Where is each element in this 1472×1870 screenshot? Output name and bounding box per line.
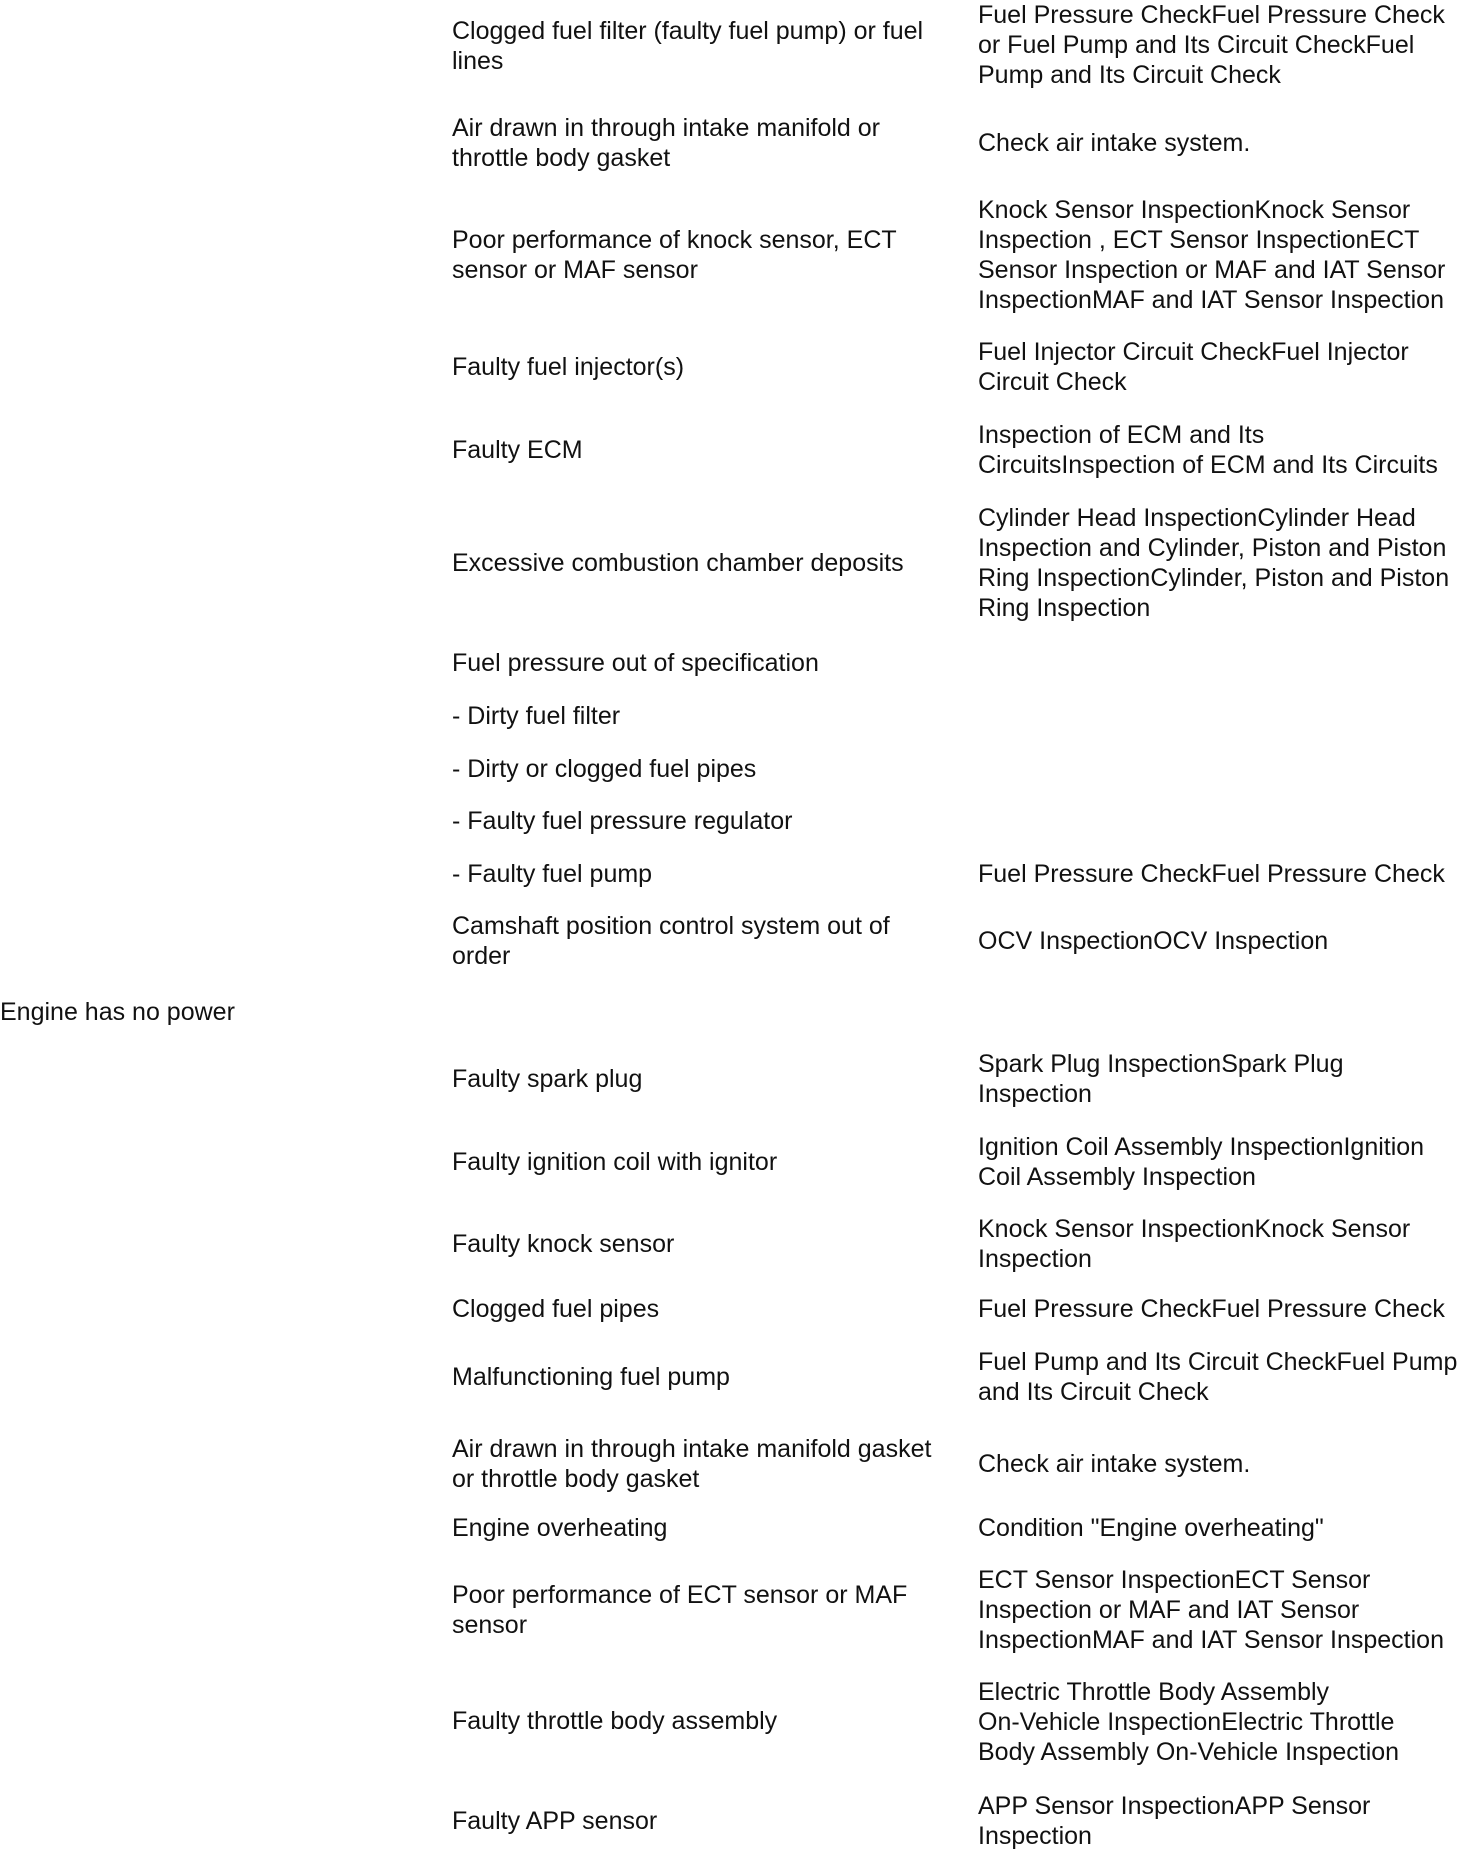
cause-text: sensor or MAF sensor bbox=[452, 256, 698, 284]
reference-link-text[interactable]: and Its Circuit Check bbox=[978, 1378, 1209, 1406]
reference-link-text[interactable]: ECT Sensor InspectionECT Sensor bbox=[978, 1566, 1371, 1594]
cause-text: sensor bbox=[452, 1611, 528, 1639]
cause-text: Faulty ignition coil with ignitor bbox=[452, 1148, 778, 1176]
reference-link-text[interactable]: Pump and Its Circuit Check bbox=[978, 61, 1281, 89]
cause-text: Faulty throttle body assembly bbox=[452, 1707, 778, 1735]
reference-link-text[interactable]: Inspection bbox=[978, 1245, 1092, 1273]
reference-link-text[interactable]: InspectionMAF and IAT Sensor Inspection bbox=[978, 1626, 1444, 1654]
cause-text: Clogged fuel pipes bbox=[452, 1295, 660, 1323]
reference-link-text[interactable]: Inspection and Cylinder, Piston and Piston bbox=[978, 534, 1447, 562]
reference-link-text[interactable]: On-Vehicle InspectionElectric Throttle bbox=[978, 1708, 1395, 1736]
cause-text: Faulty knock sensor bbox=[452, 1230, 675, 1258]
reference-link-text[interactable]: Fuel Pressure CheckFuel Pressure Check bbox=[978, 860, 1445, 888]
cause-text: order bbox=[452, 942, 511, 970]
condition-label: Engine has no power bbox=[0, 998, 235, 1026]
reference-link-text[interactable]: Inspection , ECT Sensor InspectionECT bbox=[978, 226, 1420, 254]
reference-link-text[interactable]: Coil Assembly Inspection bbox=[978, 1163, 1256, 1191]
cause-text: Clogged fuel filter (faulty fuel pump) or fuel bbox=[452, 17, 924, 45]
cause-text: Excessive combustion chamber deposits bbox=[452, 549, 904, 577]
cause-text: Fuel pressure out of specification bbox=[452, 649, 819, 677]
reference-link-text[interactable]: Check air intake system. bbox=[978, 129, 1251, 157]
reference-link-text[interactable]: Ring InspectionCylinder, Piston and Piston bbox=[978, 564, 1450, 592]
cause-text: - Faulty fuel pressure regulator bbox=[452, 807, 793, 835]
reference-link-text[interactable]: CircuitsInspection of ECM and Its Circuits bbox=[978, 451, 1438, 479]
reference-link-text[interactable]: Inspection bbox=[978, 1822, 1092, 1850]
reference-link-text[interactable]: InspectionMAF and IAT Sensor Inspection bbox=[978, 286, 1444, 314]
reference-link-text[interactable]: Ignition Coil Assembly InspectionIgnition bbox=[978, 1133, 1425, 1161]
reference-link-text[interactable]: Spark Plug InspectionSpark Plug bbox=[978, 1050, 1344, 1078]
cause-text: Poor performance of knock sensor, ECT bbox=[452, 226, 897, 254]
cause-text: Engine overheating bbox=[452, 1514, 668, 1542]
cause-text: Faulty APP sensor bbox=[452, 1807, 658, 1835]
reference-link-text[interactable]: Fuel Pressure CheckFuel Pressure Check bbox=[978, 1, 1445, 29]
cause-text: Air drawn in through intake manifold gasket bbox=[452, 1435, 932, 1463]
reference-link-text[interactable]: Knock Sensor InspectionKnock Sensor bbox=[978, 1215, 1411, 1243]
reference-link-text[interactable]: Sensor Inspection or MAF and IAT Sensor bbox=[978, 256, 1446, 284]
reference-link-text[interactable]: Electric Throttle Body Assembly bbox=[978, 1678, 1330, 1706]
cause-text: Faulty fuel injector(s) bbox=[452, 353, 685, 381]
reference-link-text[interactable]: Inspection bbox=[978, 1080, 1092, 1108]
cause-text: Malfunctioning fuel pump bbox=[452, 1363, 730, 1391]
reference-link-text[interactable]: Ring Inspection bbox=[978, 594, 1151, 622]
cause-text: Air drawn in through intake manifold or bbox=[452, 114, 881, 142]
reference-link-text[interactable]: Inspection of ECM and Its bbox=[978, 421, 1265, 449]
cause-text: lines bbox=[452, 47, 504, 75]
cause-text: - Dirty or clogged fuel pipes bbox=[452, 755, 757, 783]
cause-text: Faulty ECM bbox=[452, 436, 583, 464]
reference-link-text[interactable]: Knock Sensor InspectionKnock Sensor bbox=[978, 196, 1411, 224]
cause-text: - Faulty fuel pump bbox=[452, 860, 653, 888]
reference-link-text[interactable]: Cylinder Head InspectionCylinder Head bbox=[978, 504, 1416, 532]
reference-link-text[interactable]: Body Assembly On-Vehicle Inspection bbox=[978, 1738, 1400, 1766]
reference-link-text[interactable]: Circuit Check bbox=[978, 368, 1127, 396]
cause-text: Faulty spark plug bbox=[452, 1065, 643, 1093]
reference-link-text[interactable]: OCV InspectionOCV Inspection bbox=[978, 927, 1329, 955]
cause-text: or throttle body gasket bbox=[452, 1465, 700, 1493]
reference-link-text[interactable]: Check air intake system. bbox=[978, 1450, 1251, 1478]
reference-link-text[interactable]: Fuel Pressure CheckFuel Pressure Check bbox=[978, 1295, 1445, 1323]
cause-text: Camshaft position control system out of bbox=[452, 912, 890, 940]
reference-link-text[interactable]: or Fuel Pump and Its Circuit CheckFuel bbox=[978, 31, 1415, 59]
reference-link-text[interactable]: Condition "Engine overheating" bbox=[978, 1514, 1324, 1542]
reference-link-text[interactable]: Inspection or MAF and IAT Sensor bbox=[978, 1596, 1360, 1624]
cause-text: throttle body gasket bbox=[452, 144, 671, 172]
cause-text: Poor performance of ECT sensor or MAF bbox=[452, 1581, 908, 1609]
reference-link-text[interactable]: APP Sensor InspectionAPP Sensor bbox=[978, 1792, 1371, 1820]
reference-link-text[interactable]: Fuel Pump and Its Circuit CheckFuel Pump bbox=[978, 1348, 1458, 1376]
reference-link-text[interactable]: Fuel Injector Circuit CheckFuel Injector bbox=[978, 338, 1409, 366]
cause-text: - Dirty fuel filter bbox=[452, 702, 621, 730]
